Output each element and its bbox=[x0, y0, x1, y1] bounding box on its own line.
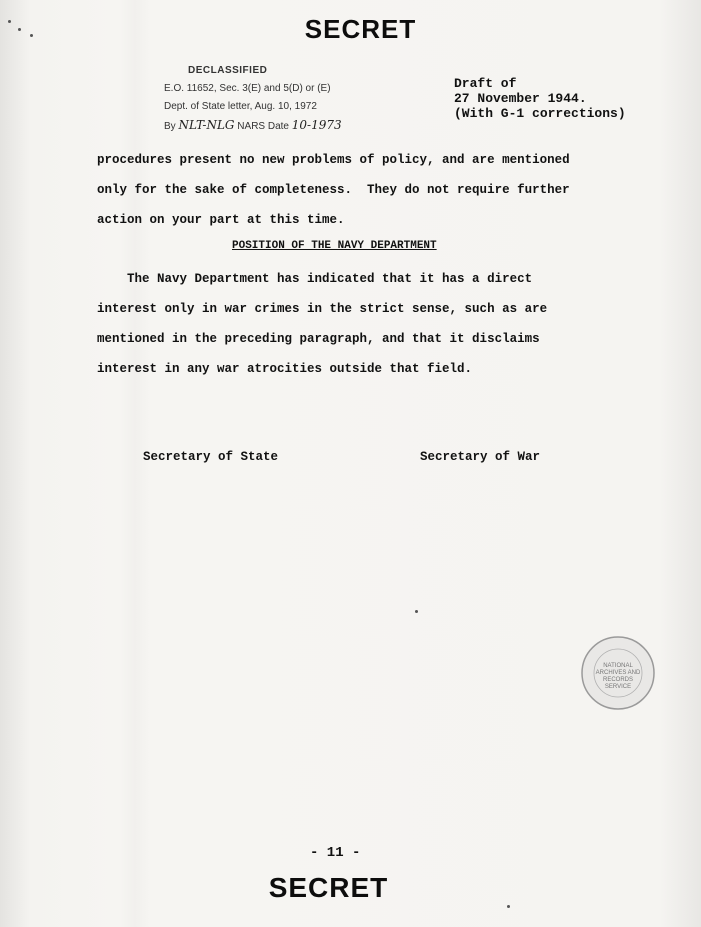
seal-line-4: SERVICE bbox=[604, 684, 632, 690]
stamp-date: 10-1973 bbox=[291, 118, 342, 132]
paper-speck bbox=[507, 905, 510, 908]
paragraph-line: only for the sake of completeness. They do not require further bbox=[97, 183, 570, 197]
paragraph-navy bbox=[97, 264, 567, 384]
footer-classification-mark: SECRET bbox=[268, 872, 389, 903]
seal-line-3: RECORDS bbox=[602, 677, 634, 683]
draft-line-3: (With G-1 corrections) bbox=[454, 106, 626, 121]
paragraph-line: action on your part at this time. bbox=[97, 213, 345, 227]
archives-seal-stamp bbox=[580, 635, 656, 711]
paper-speck bbox=[415, 610, 418, 613]
section-heading: POSITION OF THE NAVY DEPARTMENT bbox=[232, 240, 437, 252]
stamp-nars-date-label: NARS Date bbox=[237, 121, 289, 132]
paper-speck bbox=[30, 34, 33, 37]
header-classification-mark: SECRET bbox=[304, 14, 417, 44]
paragraph-procedures bbox=[97, 145, 570, 235]
signature-secretary-of-state: Secretary of State bbox=[143, 450, 279, 464]
seal-line-1: NATIONAL bbox=[603, 663, 633, 669]
paper-speck bbox=[18, 28, 21, 31]
stamp-title: DECLASSIFIED bbox=[188, 65, 268, 76]
stamp-by: By bbox=[164, 121, 176, 132]
paragraph-line: procedures present no new problems of policy, and are mentioned bbox=[97, 153, 570, 167]
draft-line-1: Draft of bbox=[454, 76, 517, 91]
paper-speck bbox=[8, 20, 11, 23]
seal-line-2: ARCHIVES AND bbox=[595, 670, 641, 676]
paragraph-line: interest only in war crimes in the strict sense, such as are bbox=[97, 302, 548, 316]
stamp-line-2: Dept. of State letter, Aug. 10, 1972 bbox=[164, 101, 317, 112]
stamp-line-1: E.O. 11652, Sec. 3(E) and 5(D) or (E) bbox=[164, 83, 331, 94]
paragraph-line: interest in any war atrocities outside that field. bbox=[97, 362, 473, 376]
page-number: - 11 - bbox=[310, 845, 361, 861]
declassification-stamp bbox=[164, 62, 342, 136]
signature-secretary-of-war: Secretary of War bbox=[420, 450, 541, 464]
stamp-line-3 bbox=[164, 116, 342, 136]
paragraph-line: mentioned in the preceding paragraph, and that it disclaims bbox=[97, 332, 540, 346]
draft-note bbox=[454, 76, 626, 121]
draft-line-2: 27 November 1944. bbox=[454, 91, 587, 106]
stamp-signature: NLT-NLG bbox=[178, 118, 235, 132]
paragraph-line: The Navy Department has indicated that it has a direct bbox=[97, 272, 533, 286]
